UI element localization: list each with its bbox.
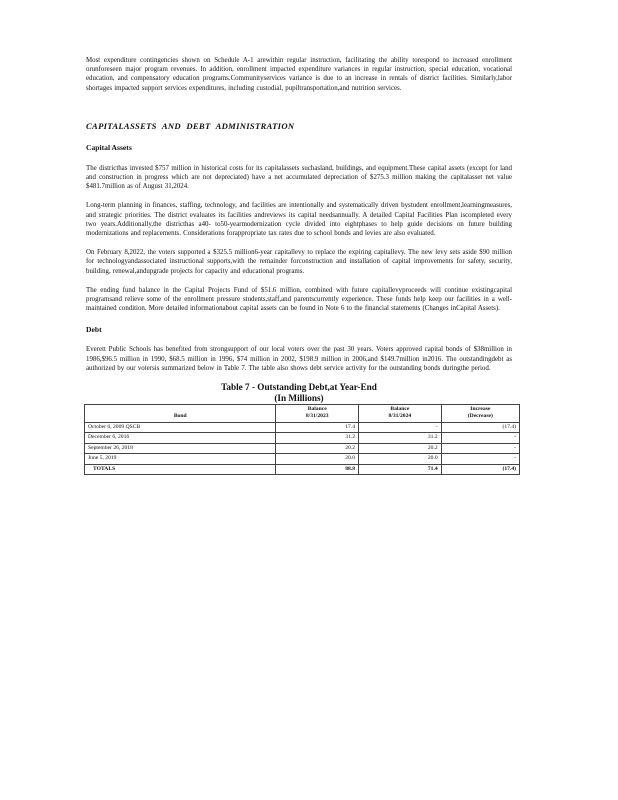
table-caption: Table 7 - Outstanding Debt,at Year-End xyxy=(221,382,377,393)
capital-assets-heading: Capital Assets xyxy=(86,142,132,152)
change-cell: (17.4) xyxy=(441,422,519,432)
bond-cell: June 5, 2019 xyxy=(85,454,276,464)
balance-2024-cell: 31.2 xyxy=(359,433,442,443)
change-cell: - xyxy=(441,443,519,453)
totals-label: TOTALS xyxy=(85,464,276,474)
table-row xyxy=(85,433,520,443)
debt-heading: Debt xyxy=(86,325,102,335)
change-cell: - xyxy=(441,433,519,443)
balance-2024-cell: - xyxy=(359,422,442,432)
balance-2023-cell: 17.4 xyxy=(276,422,359,432)
bond-cell: September 26, 2018 xyxy=(85,443,276,453)
balance-2024-cell: 20.0 xyxy=(359,454,442,464)
section-title: CAPITALASSETS AND DEBT ADMINISTRATION xyxy=(86,120,295,131)
totals-change: (17.4) xyxy=(441,464,519,474)
change-cell: - xyxy=(441,454,519,464)
capital-paragraph-2: Long-term planning in finances, staffing, technology, and facilities are intentionally and systematically driven bystudent enrollment,learningmeasures, and strategic priorities. The district evaluates its facilities andreviews its capital needsannually. A detailed Capital Facilities Plan iscompleted every two years.Additionally,the districthas a40- to50-yearmodernization cycle divided into eightphases to help guide decisions on future building modernizations and replacements. Considerations forappropriate tax rates due to school bonds and levies are also evaluated. xyxy=(86,202,512,238)
balance-2024-cell: 20.2 xyxy=(359,443,442,453)
bond-cell: October 6, 2009 QSCB xyxy=(85,422,276,432)
outstanding-debt-table xyxy=(84,404,520,475)
header-balance-2024: Balance 8/31/2024 xyxy=(359,405,442,423)
header-balance-2023: Balance 8/31/2023 xyxy=(276,405,359,423)
capital-paragraph-1: The districthas invested $757 million in historical costs for its capitalassets suchasland, buildings, and equipment.These capital assets (except for land and construction in progress which are not depreciated) have a net accumulated depreciation of $275.3 million making the capitalasset net value $481.7million as of August 31,2024. xyxy=(86,164,512,191)
table-header-row xyxy=(85,405,520,423)
capital-paragraph-4: The ending fund balance in the Capital Projects Fund of $51.6 million, combined with future capitallevyproceeds will continue existingcapital programsand relieve some of the enrollment pressure students,staff,and parentscurrently experience. These funds help keep our facilities in a well-maintained condition. More detailed informationabout capital assets can be found in Note 6 to the financial statements (Changes inCapital Assets). xyxy=(86,286,512,313)
capital-paragraph-3: On February 8,2022, the voters supported a $325.5 million6-year capitallevy to replace the expiring capitallevy. The new levy sets aside $90 million for technologyandassociated instructional supports,with the remainder forconstruction and installation of capital improvements for safety, security, building, renewal,andupgrade projects for capacity and educational programs. xyxy=(86,249,512,275)
intro-paragraph: Most expenditure contingencies shown on Schedule A-1 arewithin regular instruction, facilitating the ability torespond to increased enrollment orunforeseen major program revenues. In addition, enrollment impacted expenditure variances in regular instruction, special education, vocational education, and compensatory education programs.Communityservices variance is due to an increase in rentals of district facilities. Similarly,labor shortages impacted support services expenditures, including custodial, pupiltransportation,and nutrition services. xyxy=(86,57,512,92)
balance-2023-cell: 20.2 xyxy=(276,443,359,453)
table-row xyxy=(85,443,520,453)
header-increase-decrease: Increase (Decrease) xyxy=(441,405,519,423)
totals-2023: 88.8 xyxy=(276,464,359,474)
document-page xyxy=(86,56,516,475)
header-bond: Bond xyxy=(85,405,276,423)
balance-2023-cell: 31.2 xyxy=(276,433,359,443)
table-row xyxy=(85,422,520,432)
table-row xyxy=(85,454,520,464)
balance-2023-cell: 20.0 xyxy=(276,454,359,464)
totals-2024: 71.4 xyxy=(359,464,442,474)
debt-paragraph: Everett Public Schools has benefited from strongsupport of our local voters over the past 30 years. Voters approved capital bonds of $38million in 1986,$96.5 million in 1990, $68.5 million in 1996, $74 million in 2002, $198.9 million in 2006,and $149.7million in2016. The outstandingdebt as authorized by our votersis summarized below in Table 7. The table also shows debt service activity for the outstanding bonds duringthe period. xyxy=(86,346,512,372)
table-subcaption: (In Millions) xyxy=(274,393,324,404)
totals-row xyxy=(85,464,520,474)
bond-cell: December 6, 2016 xyxy=(85,433,276,443)
